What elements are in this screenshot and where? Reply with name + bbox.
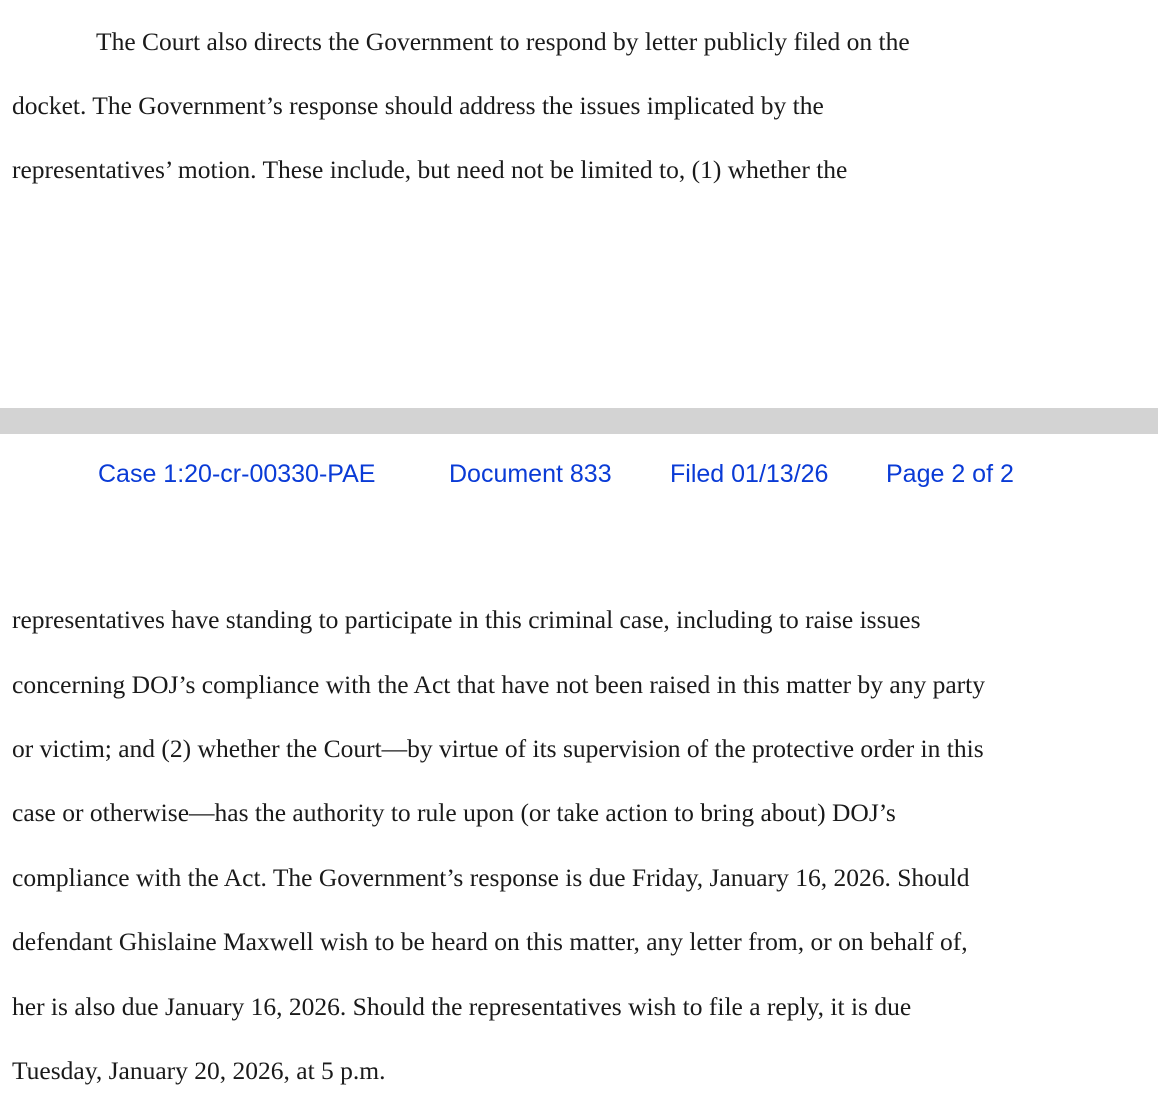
body-line: docket. The Government’s response should address the issues implicated by the <box>12 91 824 120</box>
filed-date: Filed 01/13/26 <box>670 460 829 488</box>
body-line: concerning DOJ’s compliance with the Act that have not been raised in this matter by any party <box>12 670 985 699</box>
document-number: Document 833 <box>449 460 612 488</box>
body-line: Tuesday, January 20, 2026, at 5 p.m. <box>12 1056 386 1085</box>
body-line: compliance with the Act. The Government’s response is due Friday, January 16, 2026. Should <box>12 863 970 892</box>
body-line: representatives have standing to participate in this criminal case, including to raise issues <box>12 605 921 634</box>
case-header <box>0 462 1158 492</box>
body-line: The Court also directs the Government to respond by letter publicly filed on the <box>96 27 910 56</box>
page-indicator: Page 2 of 2 <box>886 460 1014 488</box>
body-line: or victim; and (2) whether the Court—by virtue of its supervision of the protective order in this <box>12 734 984 763</box>
body-line: representatives’ motion. These include, but need not be limited to, (1) whether the <box>12 155 848 184</box>
case-number: Case 1:20-cr-00330-PAE <box>98 460 376 488</box>
body-line: defendant Ghislaine Maxwell wish to be heard on this matter, any letter from, or on behalf of, <box>12 927 968 956</box>
body-line: her is also due January 16, 2026. Should the representatives wish to file a reply, it is due <box>12 992 912 1021</box>
body-line: case or otherwise—has the authority to rule upon (or take action to bring about) DOJ’s <box>12 798 896 827</box>
page-separator <box>0 408 1158 434</box>
document-page-1 <box>0 0 1158 408</box>
